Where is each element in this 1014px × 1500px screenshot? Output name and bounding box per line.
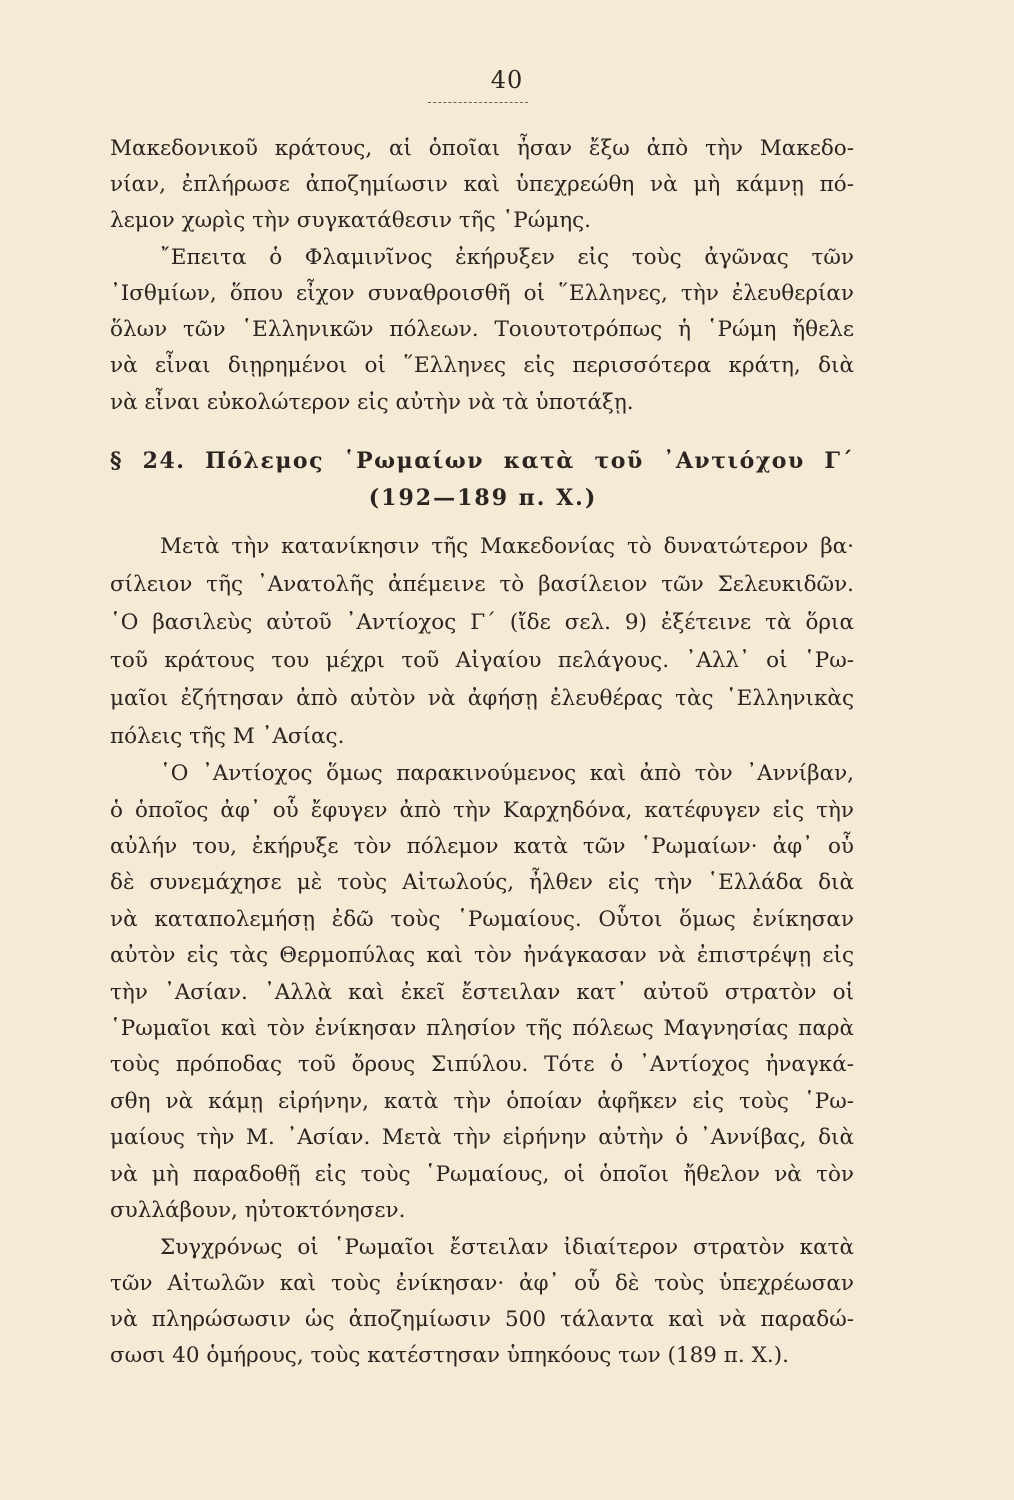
text-line: νὰ πληρώσωσιν ὡς ἀποζημίωσιν 500 τάλαντα καὶ νὰ παραδώ-	[110, 1307, 854, 1332]
text-line: σωσι 40 ὁμήρους, τοὺς κατέστησαν ὑπηκόους των (189 π. Χ.).	[110, 1343, 789, 1368]
text-line: ὁ ὁποῖος ἀφ᾿ οὗ ἔφυγεν ἀπὸ τὴν Καρχηδόνα, κατέφυγεν εἰς τὴν	[110, 798, 854, 823]
text-line: αὐτὸν εἰς τὰς Θερμοπύλας καὶ τὸν ἠνάγκασαν νὰ ἐπιστρέψῃ εἰς	[110, 943, 854, 968]
text-line: δὲ συνεμάχησε μὲ τοὺς Αἰτωλούς, ἦλθεν εἰς τὴν ῾Ελλάδα διὰ	[110, 870, 854, 895]
text-line: πόλεις τῆς Μ ᾿Ασίας.	[110, 724, 345, 749]
text-line: ῾Ρωμαῖοι καὶ τὸν ἐνίκησαν πλησίον τῆς πόλεως Μαγνησίας παρὰ	[110, 1016, 854, 1041]
text-line: λεμον χωρὶς τὴν συγκατάθεσιν τῆς ῾Ρώμης.	[110, 208, 591, 233]
page-number: 40	[490, 66, 524, 94]
text-line: τῶν Αἰτωλῶν καὶ τοὺς ἐνίκησαν· ἀφ᾿ οὗ δὲ τοὺς ὑπεχρέωσαν	[110, 1271, 854, 1296]
text-line: αὐλήν του, ἐκήρυξε τὸν πόλεμον κατὰ τῶν ῾Ρωμαίων· ἀφ᾿ οὗ	[110, 834, 854, 859]
text-line: σίλειον τῆς ᾿Ανατολῆς ἀπέμεινε τὸ βασίλειον τῶν Σελευκιδῶν.	[110, 572, 854, 597]
section-date-range: (192—189 π. Χ.)	[368, 485, 598, 511]
text-line: Μακεδονικοῦ κράτους, αἱ ὁποῖαι ἦσαν ἔξω ἀπὸ τὴν Μακεδο-	[110, 136, 854, 161]
text-line: νὰ εἶναι διῃρημένοι οἱ ῞Ελληνες εἰς περισσότερα κράτη, διὰ	[110, 353, 854, 378]
text-line: συλλάβουν, ηὐτοκτόνησεν.	[110, 1198, 406, 1223]
text-line: νὰ μὴ παραδοθῇ εἰς τοὺς ῾Ρωμαίους, οἱ ὁποῖοι ἤθελον νὰ τὸν	[110, 1162, 854, 1187]
text-line: ῾Ο ᾿Αντίοχος ὅμως παρακινούμενος καὶ ἀπὸ τὸν ᾿Αννίβαν,	[160, 761, 854, 786]
text-line: ὅλων τῶν ῾Ελληνικῶν πόλεων. Τοιουτοτρόπως ἡ ῾Ρώμη ἤθελε	[110, 317, 854, 342]
text-line: Μετὰ τὴν κατανίκησιν τῆς Μακεδονίας τὸ δυνατώτερον βα·	[160, 534, 854, 559]
text-line: τοὺς πρόποδας τοῦ ὄρους Σιπύλου. Τότε ὁ ᾿Αντίοχος ἠναγκά-	[110, 1052, 854, 1077]
text-line: νὰ εἶναι εὐκολώτερον εἰς αὐτὴν νὰ τὰ ὑποτάξῃ.	[110, 390, 634, 415]
text-line: ᾿Ισθμίων, ὅπου εἶχον συναθροισθῆ οἱ ῞Ελληνες, τὴν ἐλευθερίαν	[110, 281, 854, 306]
text-line: νίαν, ἐπλήρωσε ἀποζημίωσιν καὶ ὑπεχρεώθη νὰ μὴ κάμνῃ πό-	[110, 172, 854, 197]
text-line: τοῦ κράτους του μέχρι τοῦ Αἰγαίου πελάγους. ᾿Αλλ᾿ οἱ ῾Ρω-	[110, 648, 854, 673]
text-line: ῎Επειτα ὁ Φλαμινῖνος ἐκήρυξεν εἰς τοὺς ἀγῶνας τῶν	[160, 245, 854, 270]
text-line: νὰ καταπολεμήσῃ ἐδῶ τοὺς ῾Ρωμαίους. Οὗτοι ὅμως ἐνίκησαν	[110, 907, 854, 932]
text-line: τὴν ᾿Ασίαν. ᾿Αλλὰ καὶ ἐκεῖ ἔστειλαν κατ᾿ αὐτοῦ στρατὸν οἱ	[110, 980, 854, 1005]
text-line: μαίους τὴν Μ. ᾿Ασίαν. Μετὰ τὴν εἰρήνην αὐτὴν ὁ ᾿Αννίβας, διὰ	[110, 1125, 854, 1150]
text-line: σθη νὰ κάμῃ εἰρήνην, κατὰ τὴν ὁποίαν ἀφῆκεν εἰς τοὺς ῾Ρω-	[110, 1089, 854, 1114]
section-heading: § 24. Πόλεμος ῾Ρωμαίων κατὰ τοῦ ᾿Αντιόχου Γ΄	[110, 448, 854, 474]
text-line: Συγχρόνως οἱ ῾Ρωμαῖοι ἔστειλαν ἰδιαίτερον στρατὸν κατὰ	[160, 1235, 854, 1260]
text-line: μαῖοι ἐζήτησαν ἀπὸ αὐτὸν νὰ ἀφήσῃ ἐλευθέρας τὰς ῾Ελληνικὰς	[110, 686, 854, 711]
text-line: ῾Ο βασιλεὺς αὐτοῦ ᾿Αντίοχος Γ΄ (ἴδε σελ. 9) ἐξέτεινε τὰ ὅρια	[110, 610, 854, 635]
page-number-rule	[428, 102, 528, 103]
